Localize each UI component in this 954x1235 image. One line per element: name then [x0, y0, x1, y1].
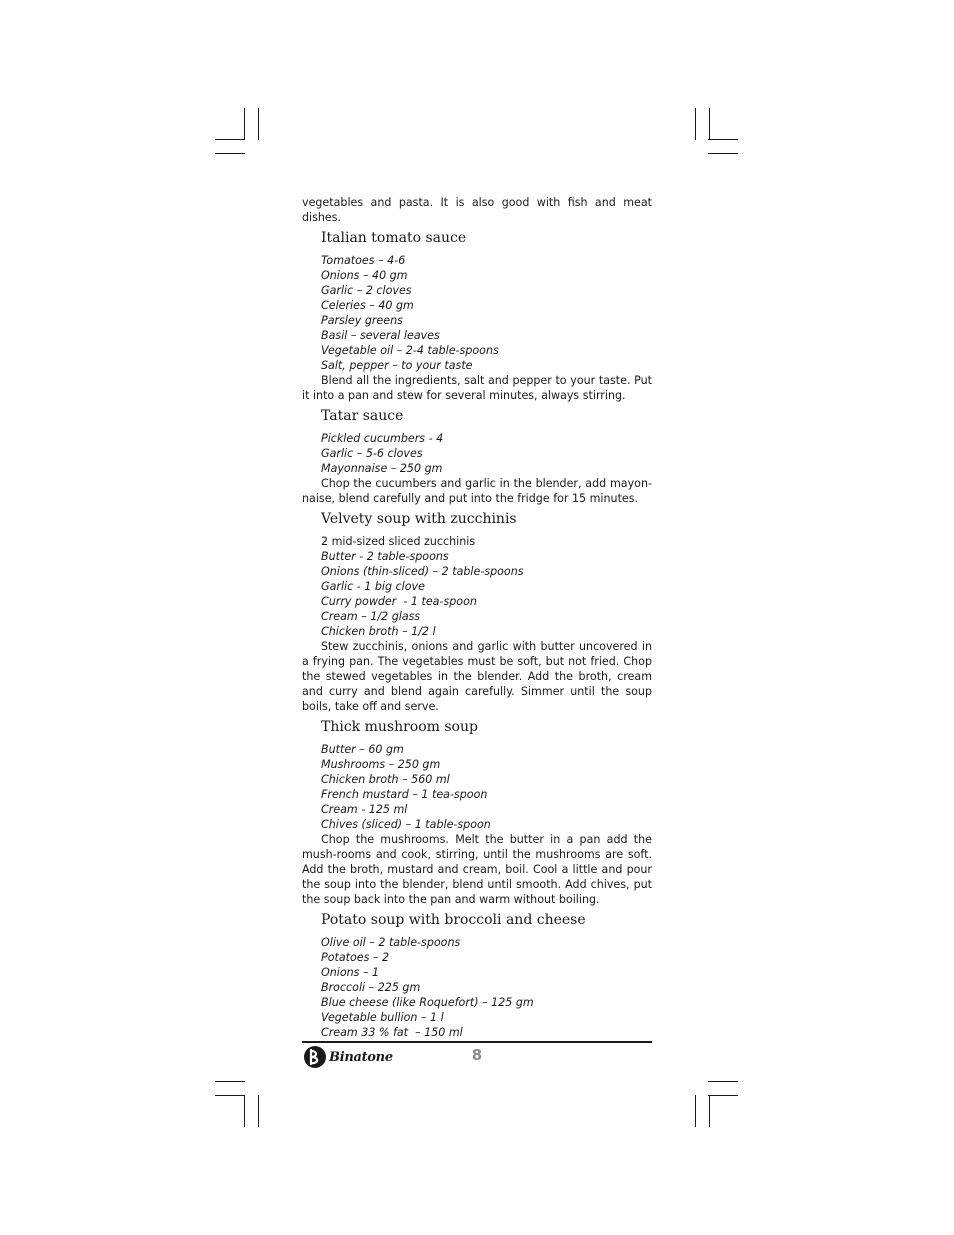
ingredient-item: Tomatoes – 4-6	[321, 254, 406, 267]
ingredient-item: Mayonnaise – 250 gm	[321, 462, 443, 475]
recipe-instructions: Chop the mushrooms. Melt the butter in a pan add the mush-rooms and cook, stirring, until the mushrooms are soft. Add the broth, mustard and cream, boil. Cool a little and pour the soup into the blender, blend until smooth. Add chives, put the soup back into the pan and warm without boiling.	[302, 833, 652, 906]
ingredient-item: Chives (sliced) – 1 table-spoon	[321, 818, 491, 831]
crop-mark	[695, 1095, 696, 1127]
crop-mark	[708, 153, 738, 154]
intro-paragraph: vegetables and pasta. It is also good with fish and meat dishes.	[302, 196, 652, 224]
ingredient-item: French mustard – 1 tea-spoon	[321, 788, 488, 801]
crop-mark	[708, 1081, 738, 1082]
page-number: 8	[471, 1046, 483, 1064]
footer-rule	[302, 1041, 652, 1043]
ingredient-item: Curry powder - 1 tea-spoon	[321, 595, 477, 608]
recipe-instructions: Stew zucchinis, onions and garlic with butter uncovered in a frying pan. The vegetables must be soft, but not fried. Chop the stewed vegetables in the blender. Add the broth, cream and curry and blend again carefully. Simmer until the soup boils, take off and serve.	[302, 640, 652, 713]
recipe-instructions: Blend all the ingredients, salt and pepper to your taste. Put it into a pan and stew for several minutes, always stirring.	[302, 374, 652, 402]
brand-logo	[302, 1045, 393, 1069]
recipe-instructions: Chop the cucumbers and garlic in the blender, add mayon-naise, blend carefully and put into the fridge for 15 minutes.	[302, 477, 652, 505]
binatone-logo-icon	[302, 1045, 328, 1069]
ingredient-item: Garlic – 5-6 cloves	[321, 447, 423, 460]
ingredient-item: Olive oil – 2 table-spoons	[321, 936, 461, 949]
ingredient-item: Mushrooms – 250 gm	[321, 758, 441, 771]
crop-mark	[215, 1095, 245, 1096]
crop-mark	[244, 108, 245, 140]
ingredient-item: Basil – several leaves	[321, 329, 440, 342]
recipe-list	[302, 229, 652, 1040]
ingredient-item: Potatoes – 2	[321, 951, 390, 964]
crop-mark	[244, 1095, 245, 1127]
ingredient-item: Salt, pepper – to your taste	[321, 359, 473, 372]
recipe-title: Velvety soup with zucchinis	[321, 511, 517, 527]
ingredient-item: Vegetable bullion – 1 l	[321, 1011, 444, 1024]
brand-name: Binatone	[329, 1049, 393, 1065]
crop-mark	[258, 1095, 259, 1127]
ingredient-item: Cream 33 % fat – 150 ml	[321, 1026, 463, 1039]
crop-mark	[258, 108, 259, 140]
ingredient-item: Chicken broth – 560 ml	[321, 773, 450, 786]
ingredient-item: Garlic - 1 big clove	[321, 580, 425, 593]
ingredient-item: Onions (thin-sliced) – 2 table-spoons	[321, 565, 524, 578]
recipe-title: Italian tomato sauce	[321, 230, 467, 246]
crop-mark	[709, 1095, 710, 1127]
ingredient-item: Chicken broth – 1/2 l	[321, 625, 436, 638]
crop-mark	[215, 139, 245, 140]
ingredient-item: Onions – 1	[321, 966, 380, 979]
ingredient-item: Broccoli – 225 gm	[321, 981, 421, 994]
crop-mark	[708, 139, 738, 140]
ingredient-item: Garlic – 2 cloves	[321, 284, 412, 297]
ingredient-item: Parsley greens	[321, 314, 403, 327]
recipe-title: Thick mushroom soup	[321, 719, 478, 735]
crop-mark	[708, 1095, 738, 1096]
crop-mark	[215, 1081, 245, 1082]
ingredient-item: Butter – 60 gm	[321, 743, 404, 756]
page-content	[302, 195, 652, 1040]
ingredient-item: Pickled cucumbers - 4	[321, 432, 444, 445]
crop-mark	[709, 108, 710, 140]
ingredient-item: Cream – 1/2 glass	[321, 610, 421, 623]
crop-mark	[215, 153, 245, 154]
ingredient-item: Onions – 40 gm	[321, 269, 408, 282]
ingredient-item: 2 mid-sized sliced zucchinis	[321, 535, 476, 548]
recipe-title: Potato soup with broccoli and cheese	[321, 912, 586, 928]
ingredient-item: Butter - 2 table-spoons	[321, 550, 449, 563]
ingredient-item: Vegetable oil – 2-4 table-spoons	[321, 344, 499, 357]
ingredient-item: Cream - 125 ml	[321, 803, 408, 816]
ingredient-item: Blue cheese (like Roquefort) – 125 gm	[321, 996, 534, 1009]
ingredient-item: Celeries – 40 gm	[321, 299, 414, 312]
recipe-title: Tatar sauce	[321, 408, 404, 424]
crop-mark	[695, 108, 696, 140]
